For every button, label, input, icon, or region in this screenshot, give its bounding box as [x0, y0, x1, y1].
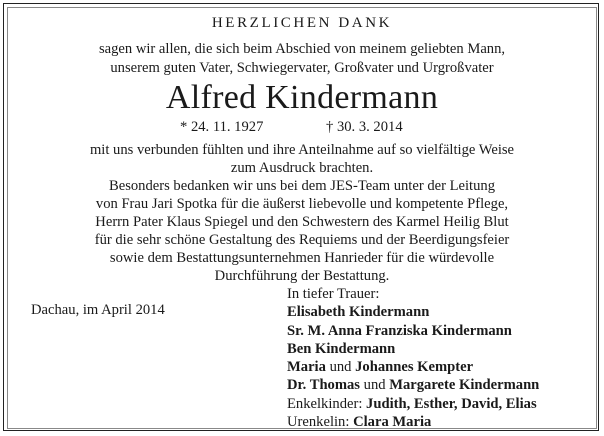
death-date: † 30. 3. 2014 [326, 119, 403, 135]
thanks-main [10, 141, 594, 177]
great-grandchildren-names: Clara Maria [353, 414, 432, 431]
mourner: Elisabeth Kindermann [287, 304, 430, 321]
thanks-special [10, 177, 594, 285]
intro-line: unserem guten Vater, Schwiegervater, Großvater und Urgroßvater [110, 59, 494, 76]
mourner-couple [287, 376, 539, 394]
grandchildren-label: Enkelkinder: [287, 395, 363, 412]
thanks-line: sowie dem Bestattungsunternehmen Hanrieder für die würdevolle [109, 250, 495, 266]
intro-line: sagen wir allen, die sich beim Abschied von meinem geliebten Mann, [98, 41, 506, 57]
place-date: Dachau, im April 2014 [31, 302, 165, 318]
heading: HERZLICHEN DANK [211, 15, 393, 31]
mourning-intro: In tiefer Trauer: [287, 286, 380, 302]
thanks-line: Herrn Pater Klaus Spiegel und den Schwestern des Karmel Heilig Blut [95, 214, 509, 230]
thanks-line: Durchführung der Bestattung. [214, 268, 390, 284]
deceased-name: Alfred Kindermann [165, 79, 439, 116]
mourner: Sr. M. Anna Franziska Kindermann [287, 322, 512, 339]
birth-date: * 24. 11. 1927 [180, 119, 264, 135]
mourner: Ben Kindermann [287, 340, 396, 357]
mourner-name: Margarete Kindermann [389, 377, 540, 394]
mourner-join: und [363, 377, 386, 394]
thanks-line: Besonders bedanken wir uns bei dem JES-Team unter der Leitung [108, 178, 495, 194]
mourners-list [287, 285, 539, 431]
mourner-join: und [329, 359, 352, 376]
grandchildren [287, 395, 539, 413]
grandchildren-names: Judith, Esther, David, Elias [366, 395, 537, 412]
thanks-line: mit uns verbunden fühlten und ihre Anteilnahme auf so vielfältige Weise [89, 142, 515, 158]
mourner-name: Maria [287, 359, 326, 376]
thanks-line: von Frau Jari Spotka für die äußerst liebevolle und kompetente Pflege, [95, 196, 509, 212]
mourner-name: Dr. Thomas [287, 377, 360, 394]
great-grandchildren [287, 413, 539, 431]
thanks-line: zum Ausdruck brachten. [230, 160, 374, 176]
mourner-name: Johannes Kempter [355, 359, 474, 376]
great-grandchildren-label: Urenkelin: [287, 414, 350, 431]
mourner-couple [287, 358, 539, 376]
intro-text [10, 40, 594, 77]
thanks-line: für die sehr schöne Gestaltung des Requiems und der Beerdigungsfeier [94, 232, 510, 248]
